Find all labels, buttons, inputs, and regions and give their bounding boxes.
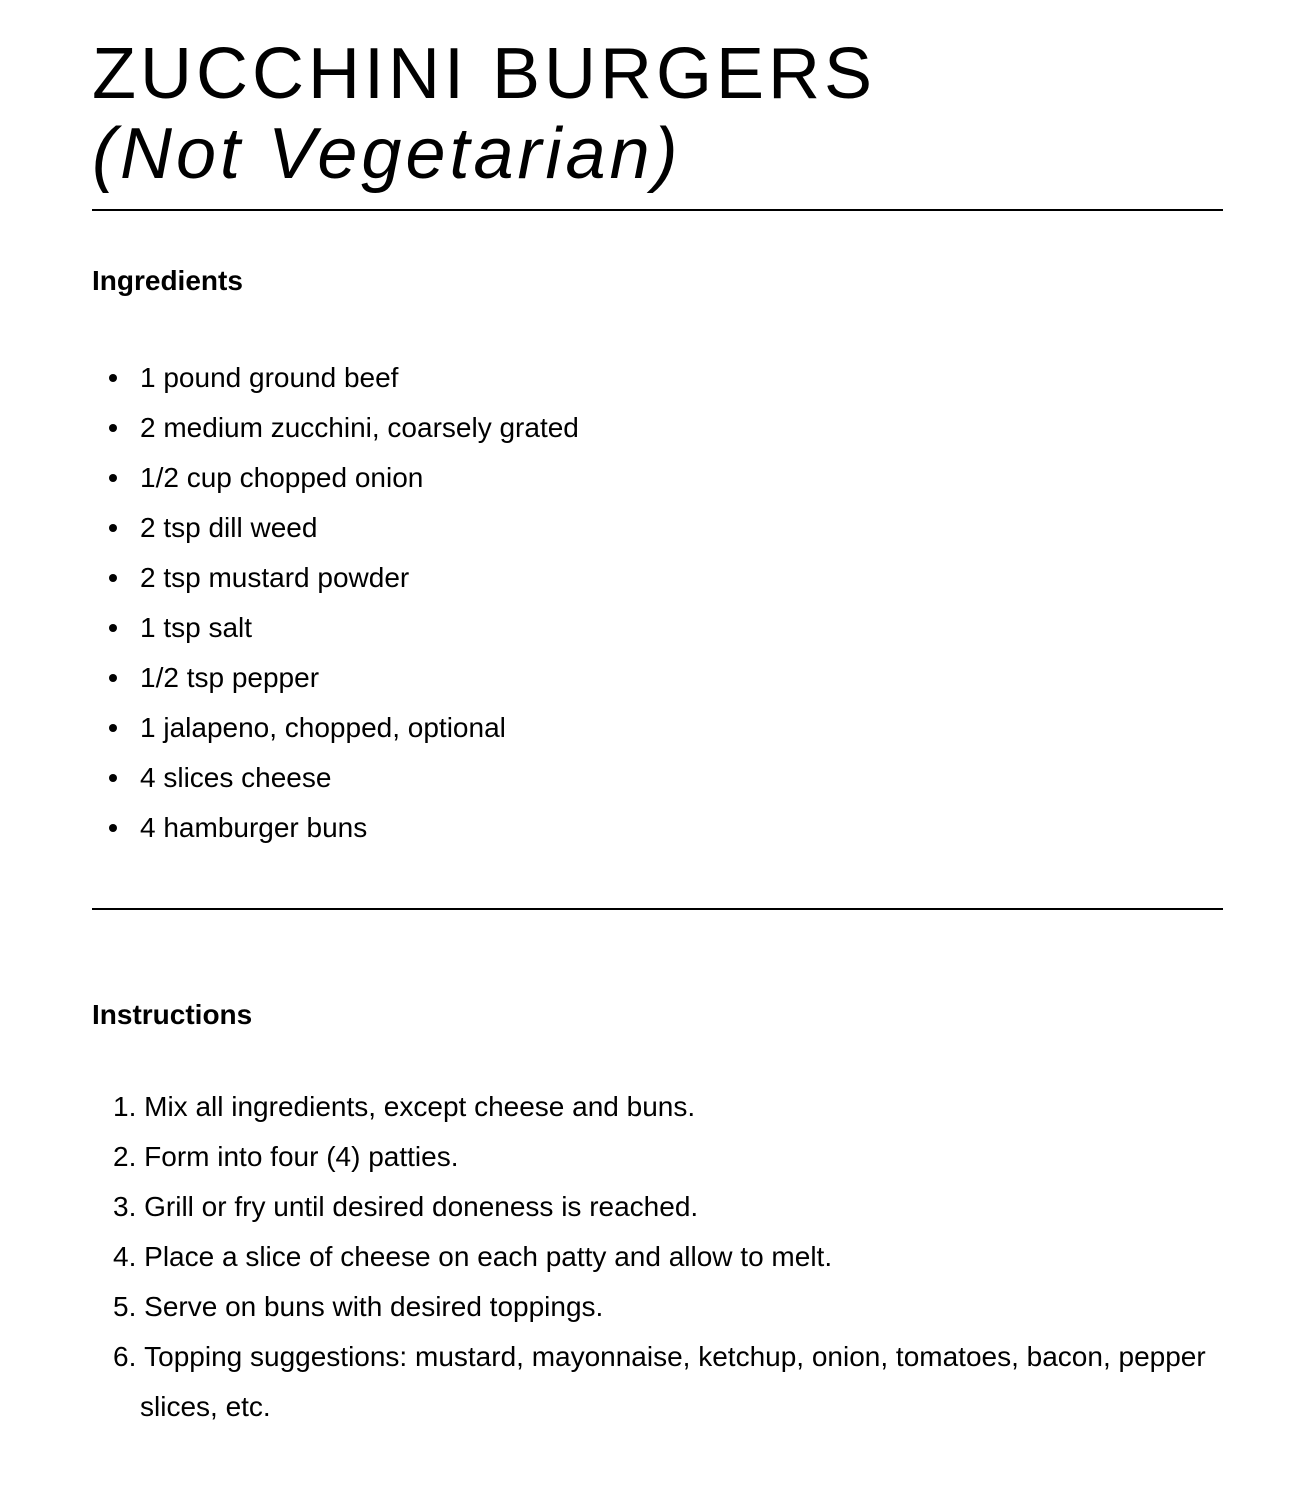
ingredient-item — [92, 803, 1223, 853]
ingredient-item — [92, 403, 1223, 453]
step-number: 4. — [113, 1241, 137, 1272]
instructions-list — [92, 1082, 1223, 1432]
page-subtitle: (Not Vegetarian) — [92, 114, 682, 194]
bullet-icon — [109, 424, 117, 432]
ingredient-item — [92, 353, 1223, 403]
bullet-icon — [109, 674, 117, 682]
ingredients-list — [92, 353, 1223, 853]
step-text: Grill or fry until desired doneness is reached. — [144, 1191, 699, 1222]
ingredient-item — [92, 603, 1223, 653]
ingredient-item — [92, 503, 1223, 553]
bullet-icon — [109, 524, 117, 532]
step-text: Topping suggestions: mustard, mayonnaise, ketchup, onion, tomatoes, bacon, pepper slices, etc. — [140, 1341, 1206, 1422]
step-number: 5. — [113, 1291, 137, 1322]
instruction-step — [92, 1232, 1223, 1282]
divider — [92, 908, 1223, 910]
step-number: 6. — [113, 1341, 137, 1372]
ingredient-item — [92, 653, 1223, 703]
ingredient-item — [92, 453, 1223, 503]
ingredient-item — [92, 703, 1223, 753]
ingredient-text: 1 tsp salt — [140, 612, 253, 643]
ingredient-text: 1 jalapeno, chopped, optional — [140, 712, 506, 743]
ingredient-text: 1/2 tsp pepper — [140, 662, 320, 693]
ingredient-item — [92, 553, 1223, 603]
step-number: 1. — [113, 1091, 137, 1122]
ingredients-heading: Ingredients — [92, 265, 243, 296]
ingredient-item — [92, 753, 1223, 803]
instruction-step — [92, 1132, 1223, 1182]
step-text: Place a slice of cheese on each patty and allow to melt. — [144, 1241, 833, 1272]
page-title: ZUCCHINI BURGERS — [92, 34, 877, 114]
instruction-step — [92, 1282, 1223, 1332]
instruction-step — [92, 1082, 1223, 1132]
instruction-step — [92, 1182, 1223, 1232]
bullet-icon — [109, 774, 117, 782]
step-number: 2. — [113, 1141, 137, 1172]
bullet-icon — [109, 824, 117, 832]
step-text: Mix all ingredients, except cheese and buns. — [144, 1091, 696, 1122]
bullet-icon — [109, 474, 117, 482]
bullet-icon — [109, 724, 117, 732]
instructions-heading: Instructions — [92, 999, 253, 1030]
bullet-icon — [109, 374, 117, 382]
bullet-icon — [109, 574, 117, 582]
step-text: Form into four (4) patties. — [144, 1141, 459, 1172]
bullet-icon — [109, 624, 117, 632]
divider — [92, 209, 1223, 211]
ingredient-text: 2 medium zucchini, coarsely grated — [140, 412, 579, 443]
ingredient-text: 1/2 cup chopped onion — [140, 462, 424, 493]
step-text: Serve on buns with desired toppings. — [144, 1291, 604, 1322]
step-number: 3. — [113, 1191, 137, 1222]
instruction-step — [92, 1332, 1223, 1432]
ingredient-text: 1 pound ground beef — [140, 362, 399, 393]
ingredient-text: 2 tsp mustard powder — [140, 562, 410, 593]
ingredient-text: 2 tsp dill weed — [140, 512, 318, 543]
ingredient-text: 4 slices cheese — [140, 762, 332, 793]
ingredient-text: 4 hamburger buns — [140, 812, 368, 843]
